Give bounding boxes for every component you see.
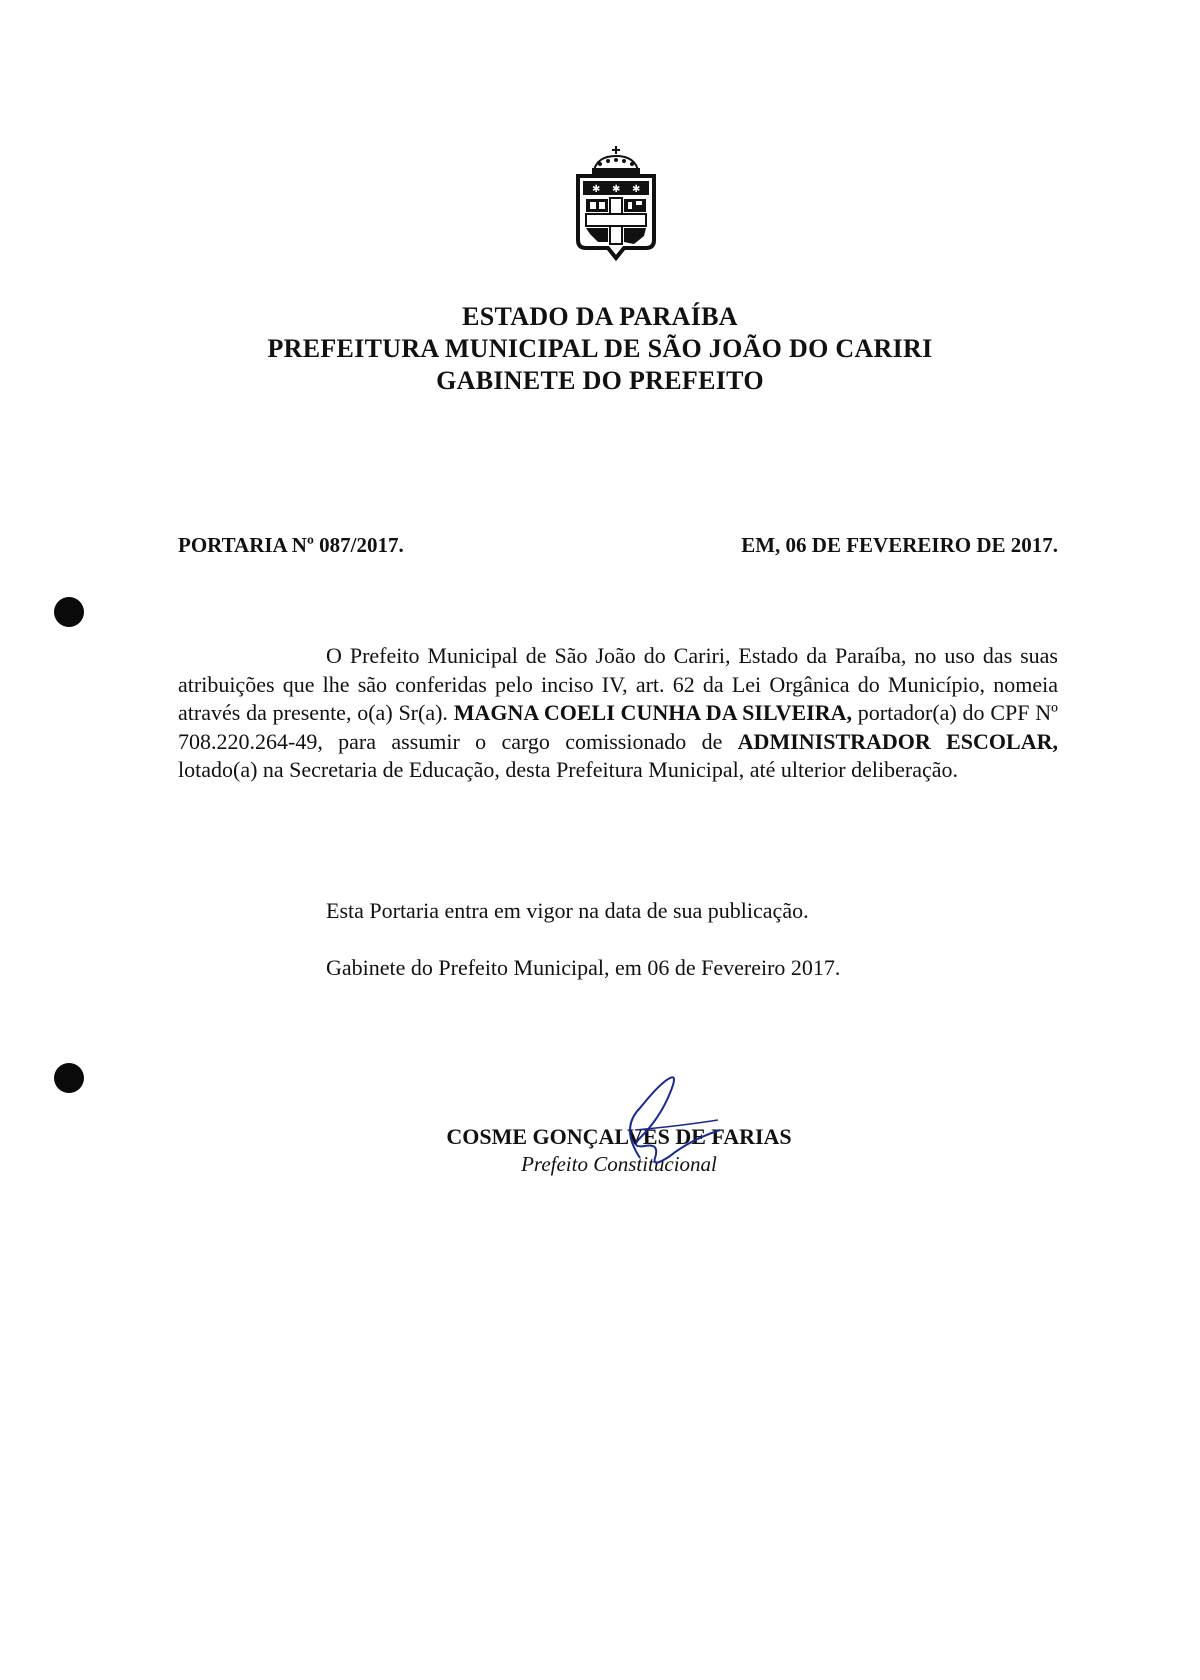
place-and-date: Gabinete do Prefeito Municipal, em 06 de Fevereiro 2017. (326, 955, 841, 980)
portaria-number: PORTARIA Nº 087/2017. (178, 533, 404, 557)
svg-text:✱: ✱ (612, 184, 621, 195)
effective-clause: Esta Portaria entra em vigor na data de sua publicação. (326, 898, 809, 923)
body-part-2: portador(a) do CPF Nº 708.220.264-49, para assumir o cargo comissionado de (178, 700, 1058, 754)
appointee-name: MAGNA COELI CUNHA DA SILVEIRA, (453, 700, 853, 725)
handwritten-signature (600, 1068, 730, 1178)
svg-text:✱: ✱ (592, 184, 601, 195)
header-municipality: PREFEITURA MUNICIPAL DE SÃO JOÃO DO CARIRI (267, 334, 933, 363)
body-part-3: lotado(a) na Secretaria de Educação, desta Prefeitura Municipal, até ulterior deliberação. (178, 757, 959, 782)
header-office: GABINETE DO PREFEITO (436, 366, 764, 395)
body-paragraph (178, 642, 1058, 785)
svg-text:✱: ✱ (632, 184, 641, 195)
header-state: ESTADO DA PARAÍBA (462, 302, 738, 331)
portaria-date: EM, 06 DE FEVEREIRO DE 2017. (741, 533, 1058, 557)
municipal-coat-of-arms-icon (568, 144, 664, 264)
signatory-title: Prefeito Constitucional (521, 1152, 717, 1176)
body-part-1: O Prefeito Municipal de São João do Cariri, Estado da Paraíba, no uso das suas atribuições que lhe são conferidas pelo inciso IV, art. 62 da Lei Orgânica do Município, nomeia através da presente, o(a) Sr(a). (178, 643, 1058, 725)
appointed-role: ADMINISTRADOR ESCOLAR, (737, 728, 1058, 754)
punch-hole-top (54, 597, 84, 627)
signatory-name: COSME GONÇALVES DE FARIAS (446, 1124, 792, 1149)
punch-hole-bottom (54, 1063, 84, 1093)
